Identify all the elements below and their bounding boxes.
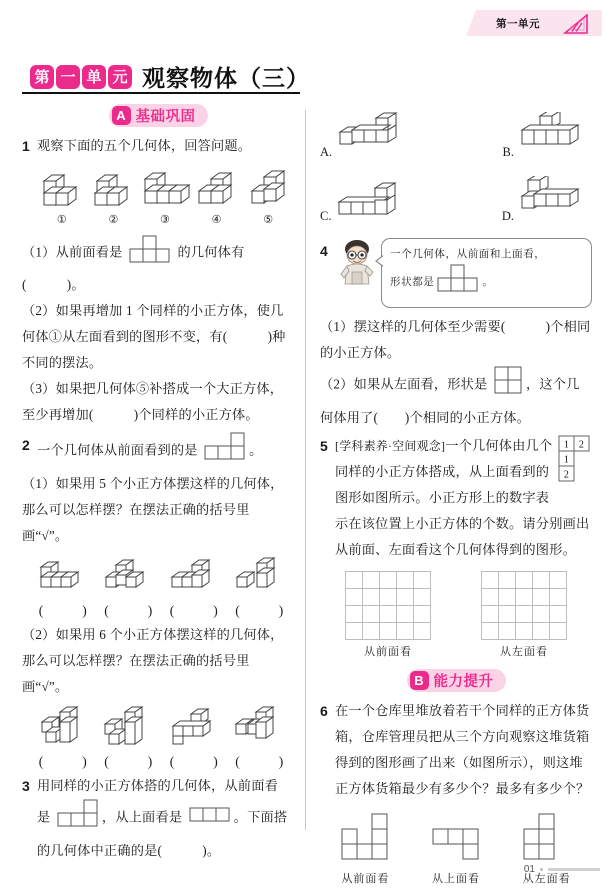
question-3-part-2 — [37, 799, 294, 864]
question-2-stem-suffix: 。 — [249, 442, 263, 458]
q2-option-4-solid — [229, 555, 295, 599]
question-5-front-caption: 从前面看 — [364, 646, 412, 658]
triangle-ruler-icon — [562, 14, 588, 34]
question-6 — [320, 698, 592, 802]
question-3-options-row-cd — [320, 176, 592, 224]
question-3-label-front: 是 — [37, 809, 51, 825]
question-1-stem: 观察下面的五个几何体，回答问题。 — [37, 138, 252, 153]
unit-badge-char-1: 一 — [56, 65, 80, 89]
question-2-answer-row-2 — [32, 750, 294, 770]
question-6-front-caption: 从前面看 — [341, 873, 390, 885]
question-1-solid-labels — [36, 213, 294, 226]
question-5-body: 一个几何体由几个同样的小正方体搭成，从上面看到的图形如图所示。小正方形上的数字表示在该位置上小正方体的个数。请分别画出从前面、左面看这个几何体得到的图形。 — [335, 438, 590, 557]
question-1-sub-3: （3）如果把几何体⑤补搭成一个大正方体，至少再增加( )个同样的小正方体。 — [22, 381, 284, 422]
page-title — [30, 60, 310, 93]
question-4-speech-bubble — [381, 238, 592, 308]
solid-label-0: ① — [56, 214, 67, 226]
question-6-front-view-wrap — [341, 812, 389, 886]
section-badge-a-label: 基础巩固 — [135, 109, 196, 125]
question-5-left-grid[interactable] — [481, 571, 567, 640]
question-4-sub-2-suffix: ，这个几何体用了( )个相同的小正方体。 — [320, 376, 580, 425]
q2b-paren-2[interactable]: ( ) — [169, 754, 222, 769]
question-4-bubble-line-1: 一个几何体，从前面和上面看， — [390, 249, 546, 260]
question-2-sub-1: （1）如果用 5 个小正方体摆这样的几何体，那么可以怎样摆？在摆法正确的括号里画“√”。 — [22, 476, 284, 543]
title-underline — [22, 92, 300, 94]
question-4-sub-2 — [320, 366, 592, 431]
question-6-left-caption: 从左面看 — [522, 873, 571, 885]
question-4-sub-2-prefix: （2）如果从左面看，形状是 — [320, 376, 488, 392]
question-5-tag: [学科素养·空间观念] — [335, 439, 446, 453]
q5-top-view-numbered-grid — [558, 435, 592, 494]
question-6-text: 在一个仓库里堆放着若干个同样的正方体货箱，仓库管理员把从三个方向观察这堆货箱得到的图形画了出来（如图所示），则这堆正方体货箱最少有多少个？最多有多少个？ — [335, 703, 590, 796]
q2-option-3-solid — [163, 555, 229, 599]
unit-header-label: 第一单元 — [496, 17, 540, 30]
section-badge-b-label: 能力提升 — [433, 674, 494, 690]
front-view-t-shape — [129, 235, 171, 272]
question-3-part-4: 。下面搭的几何体中正确的是( )。 — [37, 809, 288, 858]
svg-text:2: 2 — [563, 469, 570, 481]
question-3-number: 3 — [22, 778, 30, 794]
question-2-sub-2: （2）如果用 6 个小正方体摆这样的几何体，那么可以怎样摆？在摆法正确的括号里画“√”。 — [22, 627, 284, 694]
q2-paren-2[interactable]: ( ) — [169, 603, 222, 618]
footer-dot — [540, 868, 543, 871]
question-6-top-view-wrap — [432, 812, 480, 886]
question-4 — [320, 238, 592, 308]
unit-header-tab — [466, 10, 602, 36]
unit-badge — [30, 65, 132, 89]
q2-option-1-solid — [32, 555, 98, 599]
q2-option-2-solid — [98, 555, 164, 599]
q2b-option-2-solid — [98, 706, 164, 750]
question-1-number: 1 — [22, 138, 30, 154]
question-3-options-row-ab — [320, 112, 592, 160]
question-3-option-b[interactable] — [503, 112, 592, 160]
q3-front-view-shape — [57, 799, 99, 838]
q3-top-view-shape — [189, 806, 231, 832]
option-c-letter: C. — [320, 209, 332, 223]
question-2 — [22, 432, 294, 471]
question-6-top-view-shape — [432, 812, 480, 862]
q2b-paren-3[interactable]: ( ) — [235, 754, 288, 769]
question-6-number: 6 — [320, 703, 328, 719]
option-a-letter: A. — [320, 145, 333, 159]
question-3-option-d[interactable] — [502, 176, 592, 224]
question-1-sub-2: （2）如果再增加 1 个同样的小正方体，使几何体①从左面看到的图形不变，有( )种不同的摆法。 — [22, 303, 286, 370]
solid-label-2: ③ — [160, 214, 170, 226]
question-4-bubble-line-2-text: 形状都是 — [390, 277, 435, 288]
unit-badge-char-2: 单 — [82, 65, 106, 89]
footer-bar — [548, 868, 600, 871]
question-5-left-caption: 从左面看 — [500, 646, 548, 658]
unit-badge-char-3: 元 — [108, 65, 132, 89]
unit-badge-char-0: 第 — [30, 65, 54, 89]
question-3-option-a[interactable] — [320, 112, 408, 160]
section-badge-b-letter: B — [410, 671, 429, 690]
question-3-label-top: ，从上面看是 — [101, 809, 183, 825]
option-b-letter: B. — [502, 145, 514, 159]
question-3-part-1: 用同样的小正方体搭的几何体，从前面看 — [37, 778, 278, 793]
svg-text:1: 1 — [563, 454, 570, 466]
q2-front-view-shape — [204, 432, 246, 471]
student-avatar-icon — [335, 238, 379, 286]
question-4-bubble-line-3: 。 — [482, 277, 494, 288]
solid-5 — [243, 165, 295, 213]
q2b-paren-1[interactable]: ( ) — [104, 754, 157, 769]
q2b-paren-0[interactable]: ( ) — [38, 754, 91, 769]
question-5-text — [335, 433, 592, 563]
question-1-sub-1-prefix: （1）从前面看是 — [22, 244, 123, 260]
question-6-left-view-shape — [523, 812, 557, 862]
q2-paren-0[interactable]: ( ) — [38, 603, 91, 618]
solid-1 — [36, 165, 88, 213]
question-1-sub-1 — [22, 235, 294, 298]
svg-text:2: 2 — [578, 439, 585, 451]
q4-left-view-shape — [494, 366, 523, 405]
question-2-number: 2 — [22, 437, 30, 453]
question-2-options-row-2 — [32, 704, 294, 750]
question-5 — [320, 433, 592, 563]
question-5-front-grid[interactable] — [345, 571, 431, 640]
q2b-option-4-solid — [229, 706, 295, 750]
solid-label-3: ④ — [211, 214, 222, 226]
solid-3 — [139, 165, 191, 213]
page-footer — [524, 864, 600, 875]
question-2-answer-row-1 — [32, 599, 294, 619]
section-badge-b — [407, 669, 506, 692]
question-1-sub-1-suffix: 的几何体有( )。 — [22, 244, 245, 292]
question-6-top-caption: 从上面看 — [431, 873, 480, 885]
question-5-answer-grids — [320, 571, 592, 659]
question-3 — [22, 773, 294, 864]
column-divider — [305, 110, 306, 830]
question-2-stem-prefix: 一个几何体从前面看到的是 — [37, 442, 198, 458]
question-2-options-row-1 — [32, 553, 294, 599]
question-5-number: 5 — [320, 438, 328, 454]
left-column — [22, 104, 294, 864]
section-badge-a-letter: A — [112, 106, 131, 125]
solid-label-1: ② — [108, 214, 119, 226]
q2b-option-1-solid — [32, 706, 98, 750]
question-4-number: 4 — [320, 243, 328, 259]
q2-paren-3[interactable]: ( ) — [235, 603, 288, 618]
question-1 — [22, 133, 294, 159]
question-6-front-view-shape — [341, 812, 389, 862]
question-5-left-grid-wrap — [481, 571, 567, 659]
q4-front-top-view-shape — [437, 264, 479, 301]
option-d-letter: D. — [501, 209, 514, 223]
question-2-stem — [37, 432, 294, 471]
solid-2 — [88, 165, 140, 213]
q2b-option-3-solid — [163, 706, 229, 750]
question-4-bubble-line-2 — [390, 264, 583, 301]
solid-4 — [191, 165, 243, 213]
solid-label-4: ⑤ — [263, 214, 274, 226]
question-4-sub-1: （1）摆这样的几何体至少需要( )个相同的小正方体。 — [320, 319, 591, 360]
question-5-front-grid-wrap — [345, 571, 431, 659]
right-column — [320, 104, 592, 886]
question-1-solids — [36, 163, 294, 213]
section-badge-a — [109, 104, 208, 127]
q2-paren-1[interactable]: ( ) — [104, 603, 157, 618]
page-number: 01 — [523, 864, 535, 875]
page-title-text: 观察物体（三） — [142, 65, 310, 91]
question-3-option-c[interactable] — [320, 176, 407, 224]
svg-text:1: 1 — [563, 439, 570, 451]
